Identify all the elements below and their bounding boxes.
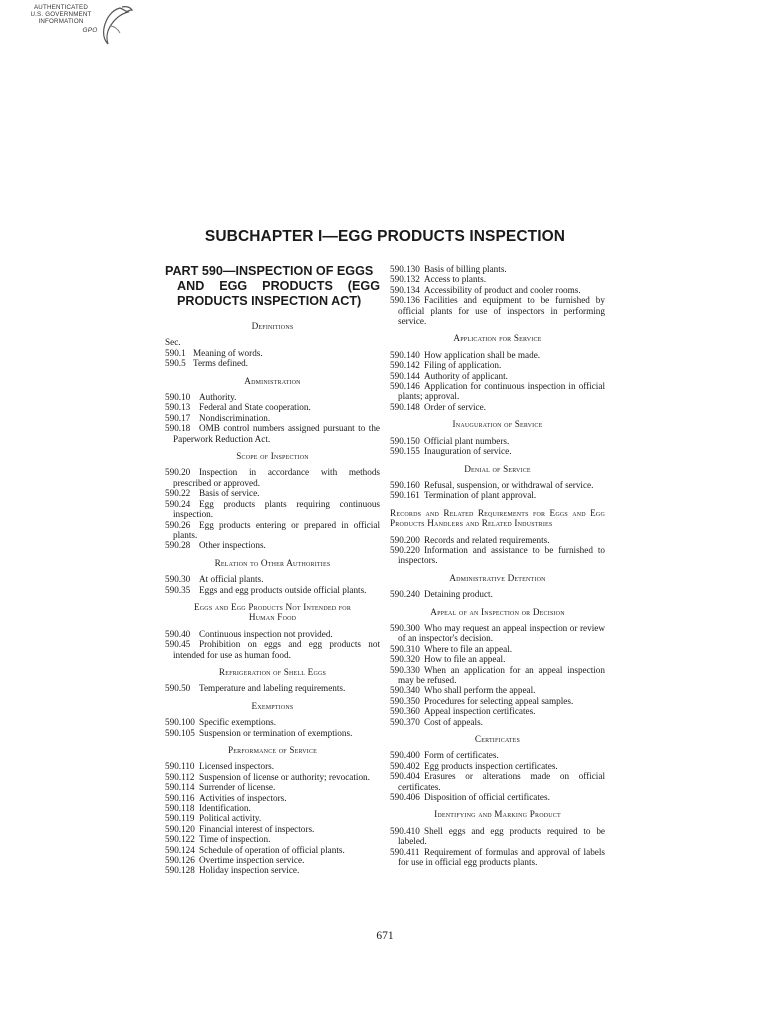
section-number: 590.410 bbox=[390, 825, 420, 836]
toc-entry bbox=[165, 865, 380, 875]
part-title-line-1: PART 590—INSPECTION OF EGGS bbox=[165, 264, 374, 278]
toc-entry bbox=[165, 855, 380, 865]
section-title: Accessibility of product and cooler rooms. bbox=[424, 284, 581, 295]
heading-denial-of-service: Denial of Service bbox=[464, 463, 531, 474]
section-number: 590.10 bbox=[165, 392, 191, 403]
section-number: 590.105 bbox=[165, 727, 195, 738]
heading-identifying-and-marking: Identifying and Marking Product bbox=[434, 809, 561, 820]
toc-entry bbox=[165, 834, 380, 844]
section-title: Who may request an appeal inspection or review of an inspector's decision. bbox=[398, 622, 605, 644]
eagle-icon bbox=[90, 4, 138, 48]
list-not-intended-for-human-food bbox=[165, 629, 380, 660]
list-definitions bbox=[165, 348, 380, 369]
section-number: 590.320 bbox=[390, 654, 420, 665]
heading-scope-of-inspection: Scope of Inspection bbox=[236, 451, 309, 462]
toc-entry bbox=[390, 654, 605, 664]
list-certificates bbox=[390, 750, 605, 802]
section-title: Information and assistance to be furnished to inspectors. bbox=[398, 544, 605, 566]
toc-entry bbox=[390, 295, 605, 326]
toc-entry bbox=[165, 683, 380, 693]
section-number: 590.126 bbox=[165, 855, 195, 866]
section-title: Egg products inspection certificates. bbox=[424, 760, 558, 771]
section-number: 590.5 bbox=[165, 358, 186, 369]
seal-line-information: INFORMATION bbox=[38, 18, 84, 25]
left-column bbox=[165, 264, 380, 876]
section-number: 590.128 bbox=[165, 865, 195, 876]
section-title: Authority. bbox=[199, 392, 237, 403]
toc-entry bbox=[165, 717, 380, 727]
toc-entry bbox=[165, 413, 380, 423]
section-number: 590.122 bbox=[165, 834, 195, 845]
section-number: 590.40 bbox=[165, 628, 191, 639]
toc-entry bbox=[390, 381, 605, 402]
toc-entry bbox=[390, 285, 605, 295]
toc-entry bbox=[165, 782, 380, 792]
toc-entry bbox=[390, 665, 605, 686]
section-title: Financial interest of inspectors. bbox=[199, 823, 315, 834]
section-title: Suspension of license or authority; revocation. bbox=[199, 771, 370, 782]
section-title: Egg products plants requiring continuous inspection. bbox=[173, 498, 380, 520]
toc-entry bbox=[390, 644, 605, 654]
section-title: Eggs and egg products outside official plants. bbox=[199, 584, 367, 595]
section-number: 590.310 bbox=[390, 643, 420, 654]
section-number: 590.400 bbox=[390, 750, 420, 761]
section-number: 590.144 bbox=[390, 370, 420, 381]
section-title: Time of inspection. bbox=[199, 834, 271, 845]
section-number: 590.240 bbox=[390, 589, 420, 600]
seal-line-government: U.S. GOVERNMENT bbox=[30, 11, 92, 18]
section-title: Order of service. bbox=[424, 401, 486, 412]
section-title: Meaning of words. bbox=[193, 347, 263, 358]
toc-entry bbox=[165, 348, 380, 358]
toc-entry bbox=[390, 264, 605, 274]
toc-entry bbox=[165, 520, 380, 541]
section-title: Continuous inspection not provided. bbox=[199, 628, 333, 639]
section-title: Federal and State cooperation. bbox=[199, 402, 311, 413]
section-number: 590.402 bbox=[390, 760, 420, 771]
section-title: Basis of service. bbox=[199, 488, 260, 499]
section-number: 590.50 bbox=[165, 683, 191, 694]
section-title: Identification. bbox=[199, 803, 251, 814]
section-number: 590.161 bbox=[390, 490, 420, 501]
section-number: 590.132 bbox=[390, 274, 420, 285]
section-number: 590.146 bbox=[390, 381, 420, 392]
section-number: 590.148 bbox=[390, 401, 420, 412]
toc-entry bbox=[165, 772, 380, 782]
list-denial-of-service bbox=[390, 480, 605, 501]
toc-entry bbox=[165, 761, 380, 771]
toc-entry bbox=[390, 771, 605, 792]
heading-performance-of-service: Performance of Service bbox=[227, 745, 318, 755]
section-number: 590.26 bbox=[165, 519, 191, 530]
section-title: How application shall be made. bbox=[424, 349, 541, 360]
heading-refrigeration: Refrigeration of Shell Eggs bbox=[218, 666, 327, 677]
section-number: 590.340 bbox=[390, 685, 420, 696]
list-relation-to-other-authorities bbox=[165, 574, 380, 595]
list-appeal bbox=[390, 623, 605, 727]
toc-entry bbox=[390, 436, 605, 446]
part-title-line-2: AND EGG PRODUCTS (EGG bbox=[177, 279, 380, 293]
toc-entry bbox=[165, 574, 380, 584]
section-title: Official plant numbers. bbox=[424, 435, 510, 446]
section-title: Specific exemptions. bbox=[199, 717, 277, 728]
section-number: 590.160 bbox=[390, 479, 420, 490]
section-title: Surrender of license. bbox=[199, 782, 276, 793]
toc-entry bbox=[165, 392, 380, 402]
list-application-for-service bbox=[390, 350, 605, 412]
toc-entry bbox=[165, 402, 380, 412]
toc-entry bbox=[390, 535, 605, 545]
section-number: 590.155 bbox=[390, 446, 420, 457]
toc-entry bbox=[390, 685, 605, 695]
page-number: 671 bbox=[376, 930, 394, 942]
section-title: At official plants. bbox=[199, 574, 264, 585]
toc-entry bbox=[390, 847, 605, 868]
toc-entry bbox=[390, 490, 605, 500]
heading-not-intended-line-2: Human Food bbox=[248, 612, 297, 623]
toc-entry bbox=[165, 358, 380, 368]
toc-entry bbox=[165, 540, 380, 550]
section-number: 590.140 bbox=[390, 349, 420, 360]
section-title: Prohibition on eggs and egg products not intended for use as human food. bbox=[173, 639, 380, 660]
section-title: Appeal inspection certificates. bbox=[424, 706, 536, 717]
toc-entry bbox=[165, 803, 380, 813]
section-number: 590.120 bbox=[165, 823, 195, 834]
toc-entry bbox=[390, 792, 605, 802]
section-number: 590.118 bbox=[165, 803, 195, 814]
section-number: 590.119 bbox=[165, 813, 195, 824]
list-refrigeration bbox=[165, 683, 380, 693]
heading-definitions: Definitions bbox=[251, 321, 294, 331]
section-number: 590.124 bbox=[165, 844, 195, 855]
section-number: 590.13 bbox=[165, 402, 191, 413]
section-title: OMB control numbers assigned pursuant to the Paperwork Reduction Act. bbox=[173, 423, 380, 444]
section-number: 590.130 bbox=[390, 264, 420, 274]
section-title: Records and related requirements. bbox=[424, 534, 550, 545]
toc-entry bbox=[390, 480, 605, 490]
section-number: 590.134 bbox=[390, 284, 420, 295]
toc-entry bbox=[165, 845, 380, 855]
section-number: 590.22 bbox=[165, 488, 191, 499]
right-column bbox=[390, 264, 605, 868]
section-title: Inspection in accordance with methods prescribed or approved. bbox=[173, 467, 380, 488]
list-billing-and-access bbox=[390, 264, 605, 326]
section-title: Licensed inspectors. bbox=[199, 761, 275, 772]
toc-entry bbox=[165, 813, 380, 823]
section-number: 590.35 bbox=[165, 584, 191, 595]
section-title: Cost of appeals. bbox=[424, 716, 483, 727]
section-title: Authority of applicant. bbox=[424, 370, 508, 381]
section-title: Political activity. bbox=[199, 813, 262, 824]
toc-entry bbox=[165, 728, 380, 738]
section-number: 590.30 bbox=[165, 574, 191, 585]
toc-entry bbox=[390, 360, 605, 370]
section-title: Basis of billing plants. bbox=[424, 264, 507, 274]
section-number: 590.220 bbox=[390, 544, 420, 555]
section-title: How to file an appeal. bbox=[424, 654, 506, 665]
section-number: 590.350 bbox=[390, 695, 420, 706]
section-number: 590.411 bbox=[390, 846, 420, 857]
heading-exemptions: Exemptions bbox=[251, 700, 294, 711]
sec-label: Sec. bbox=[165, 337, 181, 348]
section-number: 590.1 bbox=[165, 347, 186, 358]
section-title: Requirement of formulas and approval of labels for use in official egg products plants. bbox=[398, 846, 605, 868]
toc-entry bbox=[390, 706, 605, 716]
section-number: 590.112 bbox=[165, 771, 195, 782]
heading-not-intended-line-1: Eggs and Egg Products Not Intended for bbox=[193, 601, 352, 612]
section-title: Refusal, suspension, or withdrawal of service. bbox=[424, 479, 594, 490]
gpo-authentication-seal bbox=[30, 4, 142, 48]
toc-entry bbox=[390, 717, 605, 727]
section-title: Termination of plant approval. bbox=[424, 490, 537, 501]
list-administrative-detention bbox=[390, 589, 605, 599]
section-number: 590.114 bbox=[165, 782, 195, 793]
heading-certificates: Certificates bbox=[474, 734, 521, 745]
toc-entry bbox=[165, 467, 380, 488]
section-title: Nondiscrimination. bbox=[199, 412, 271, 423]
section-title: Where to file an appeal. bbox=[424, 643, 512, 654]
section-number: 590.330 bbox=[390, 664, 420, 675]
heading-application-for-service: Application for Service bbox=[453, 333, 542, 344]
heading-relation-to-other-authorities: Relation to Other Authorities bbox=[214, 557, 331, 568]
section-title: When an application for an appeal inspection may be refused. bbox=[398, 664, 605, 685]
toc-entry bbox=[390, 545, 605, 566]
toc-entry bbox=[165, 824, 380, 834]
section-number: 590.370 bbox=[390, 716, 420, 727]
heading-inauguration-of-service: Inauguration of Service bbox=[452, 419, 543, 430]
toc-entry bbox=[165, 793, 380, 803]
section-title: Overtime inspection service. bbox=[199, 855, 305, 866]
section-title: Facilities and equipment to be furnished by official plants for use of inspectors in performing service. bbox=[398, 295, 605, 327]
section-title: Egg products entering or prepared in official plants. bbox=[173, 519, 380, 540]
section-number: 590.45 bbox=[165, 639, 191, 650]
toc-entry bbox=[390, 623, 605, 644]
heading-administrative-detention: Administrative Detention bbox=[449, 572, 546, 583]
section-number: 590.406 bbox=[390, 792, 420, 803]
list-administration bbox=[165, 392, 380, 444]
toc-entry bbox=[165, 585, 380, 595]
section-number: 590.150 bbox=[390, 435, 420, 446]
section-title: Detaining product. bbox=[424, 589, 493, 600]
section-title: Other inspections. bbox=[199, 540, 266, 551]
toc-entry bbox=[390, 696, 605, 706]
toc-entry bbox=[390, 446, 605, 456]
toc-entry bbox=[390, 402, 605, 412]
seal-line-gpo: GPO bbox=[82, 27, 98, 34]
heading-administration: Administration bbox=[244, 375, 301, 386]
section-title: Filing of application. bbox=[424, 360, 502, 371]
subchapter-title: SUBCHAPTER I—EGG PRODUCTS INSPECTION bbox=[204, 228, 566, 245]
section-number: 590.100 bbox=[165, 717, 195, 728]
section-title: Form of certificates. bbox=[424, 750, 499, 761]
section-title: Application for continuous inspection in official plants; approval. bbox=[398, 381, 605, 402]
section-number: 590.20 bbox=[165, 467, 191, 478]
list-scope-of-inspection bbox=[165, 467, 380, 550]
heading-not-intended-for-human-food bbox=[165, 602, 380, 623]
section-title: Suspension or termination of exemptions. bbox=[199, 727, 353, 738]
section-number: 590.142 bbox=[390, 360, 420, 371]
section-title: Access to plants. bbox=[424, 274, 487, 285]
seal-line-authenticated: AUTHENTICATED bbox=[33, 4, 89, 11]
section-title: Schedule of operation of official plants. bbox=[199, 844, 345, 855]
section-number: 590.24 bbox=[165, 498, 191, 509]
list-exemptions bbox=[165, 717, 380, 738]
section-title: Shell eggs and egg products required to be labeled. bbox=[398, 825, 605, 847]
list-inauguration-of-service bbox=[390, 436, 605, 457]
toc-entry bbox=[390, 371, 605, 381]
part-title bbox=[165, 264, 380, 309]
section-title: Holiday inspection service. bbox=[199, 865, 300, 876]
section-number: 590.18 bbox=[165, 423, 191, 434]
heading-appeal: Appeal of an Inspection or Decision bbox=[430, 606, 565, 617]
toc-entry bbox=[165, 639, 380, 660]
toc-entry bbox=[390, 826, 605, 847]
section-number: 590.300 bbox=[390, 622, 420, 633]
list-identifying-and-marking bbox=[390, 826, 605, 868]
toc-entry bbox=[165, 488, 380, 498]
toc-entry bbox=[165, 423, 380, 444]
section-number: 590.28 bbox=[165, 540, 191, 551]
section-number: 590.360 bbox=[390, 706, 420, 717]
toc-entry bbox=[390, 589, 605, 599]
toc-entry bbox=[390, 761, 605, 771]
section-title: Activities of inspectors. bbox=[199, 792, 287, 803]
section-title: Terms defined. bbox=[193, 358, 248, 369]
toc-entry bbox=[165, 499, 380, 520]
section-title: Disposition of official certificates. bbox=[424, 792, 550, 803]
heading-records-and-related-requirements: Records and Related Requirements for Eggs and Egg Products Handlers and Related Industries bbox=[390, 507, 605, 529]
section-title: Procedures for selecting appeal samples. bbox=[424, 695, 574, 706]
toc-entry bbox=[390, 274, 605, 284]
section-title: Temperature and labeling requirements. bbox=[199, 683, 346, 694]
list-performance-of-service bbox=[165, 761, 380, 875]
section-title: Erasures or alterations made on official certificates. bbox=[398, 771, 605, 792]
section-number: 590.404 bbox=[390, 771, 420, 782]
toc-entry bbox=[390, 750, 605, 760]
toc-entry bbox=[165, 629, 380, 639]
part-title-line-3: PRODUCTS INSPECTION ACT) bbox=[177, 294, 362, 308]
toc-entry bbox=[390, 350, 605, 360]
list-records-and-related-requirements bbox=[390, 535, 605, 566]
section-title: Inauguration of service. bbox=[424, 446, 512, 457]
section-number: 590.110 bbox=[165, 761, 195, 772]
section-title: Who shall perform the appeal. bbox=[424, 685, 536, 696]
section-number: 590.200 bbox=[390, 534, 420, 545]
section-number: 590.136 bbox=[390, 295, 420, 306]
section-number: 590.17 bbox=[165, 412, 191, 423]
section-number: 590.116 bbox=[165, 792, 195, 803]
